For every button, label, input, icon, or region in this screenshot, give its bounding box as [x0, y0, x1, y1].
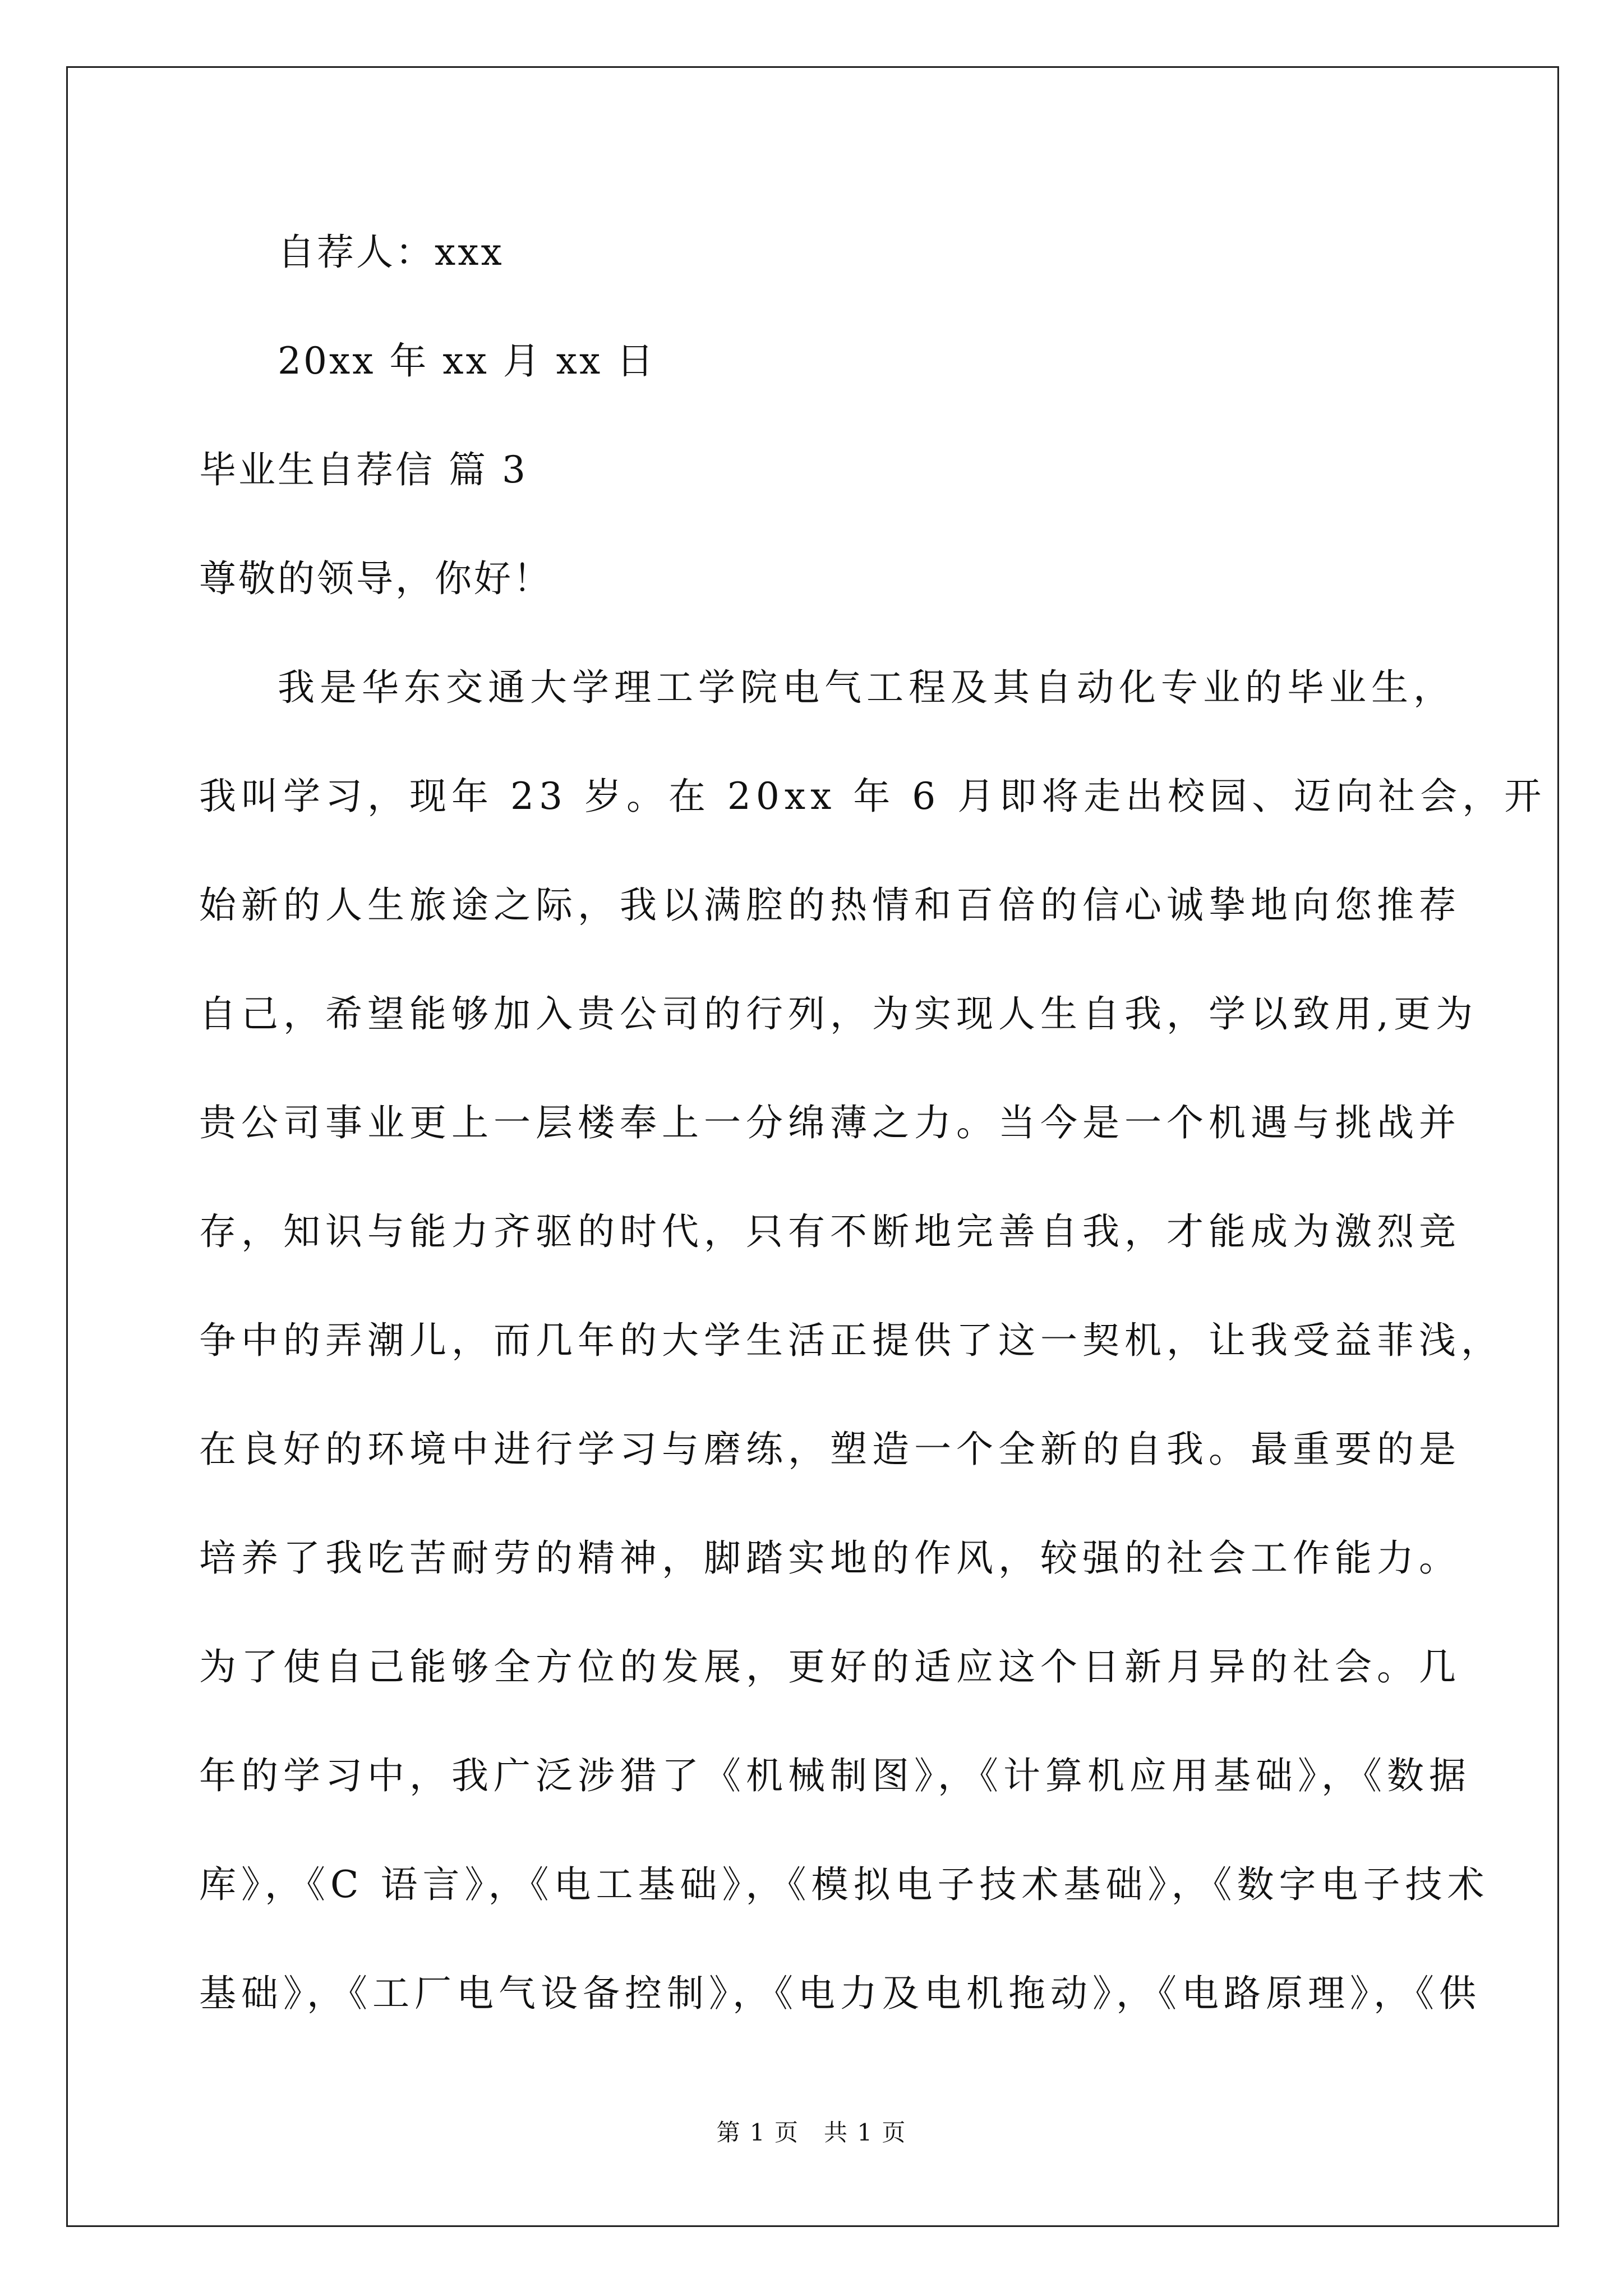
body-line: 始新的人生旅途之际，我以满腔的热情和百倍的信心诚挚地向您推荐	[199, 884, 1461, 927]
body-line: 争中的弄潮儿，而几年的大学生活正提供了这一契机，让我受益菲浅，	[199, 1319, 1503, 1362]
section-title: 毕业生自荐信 篇 3	[199, 448, 528, 491]
page-number-footer: 第 1 页 共 1 页	[716, 2119, 907, 2146]
body-line: 我是华东交通大学理工学院电气工程及其自动化专业的毕业生，	[278, 666, 1455, 709]
greeting: 尊敬的领导，你好！	[199, 557, 552, 600]
body-line: 在良好的环境中进行学习与磨练，塑造一个全新的自我。最重要的是	[199, 1428, 1461, 1471]
body-line: 存，知识与能力齐驱的时代，只有不断地完善自我，才能成为激烈竞	[199, 1210, 1461, 1253]
recommender-signature: 自荐人：xxx	[278, 231, 504, 274]
body-line: 年的学习中，我广泛涉猎了《机械制图》，《计算机应用基础》，《数据	[199, 1754, 1471, 1797]
body-line: 我叫学习，现年 23 岁。在 20xx 年 6 月即将走出校园、迈向社会，开	[199, 775, 1547, 818]
body-line: 自己，希望能够加入贵公司的行列，为实现人生自我，学以致用,更为	[199, 992, 1478, 1036]
body-line: 基础》，《工厂电气设备控制》，《电力及电机拖动》，《电路原理》，《供	[199, 1972, 1481, 2015]
body-line: 贵公司事业更上一层楼奉上一分绵薄之力。当今是一个机遇与挑战并	[199, 1101, 1461, 1144]
body-line: 库》，《C 语言》，《电工基础》，《模拟电子技术基础》，《数字电子技术	[199, 1863, 1490, 1906]
body-line: 为了使自己能够全方位的发展，更好的适应这个日新月异的社会。几	[199, 1645, 1461, 1688]
signature-date: 20xx 年 xx 月 xx 日	[278, 339, 656, 383]
body-line: 培养了我吃苦耐劳的精神，脚踏实地的作风，较强的社会工作能力。	[199, 1536, 1461, 1580]
